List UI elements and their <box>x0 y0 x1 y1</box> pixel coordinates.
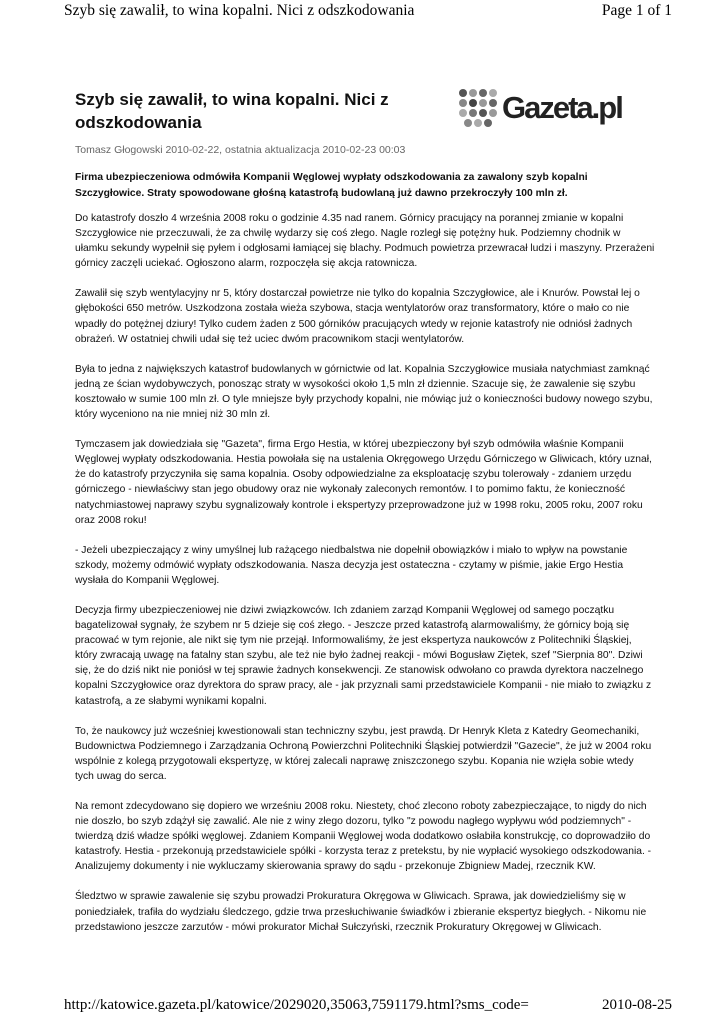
article-paragraph: Była to jedna z największych katastrof budowlanych w górnictwie od lat. Kopalnia Szczygłowice musiała natychmiast zamknąć jedną ze ścian wydobywczych, ponosząc straty w wysokości około 1,5 mln zł dziennie. Szacuje się, że zawalenie się szybu kosztowało w sumie 100 mln zł. O tyle mniejsze były przychody kopalni, nie mówiąc już o konieczności budowy nowego szybu, który wyceniono na nie mniej niż 30 mln zł. <box>75 363 653 421</box>
article-byline: Tomasz Głogowski 2010-02-22, ostatnia aktualizacja 2010-02-23 00:03 <box>75 144 406 156</box>
article-paragraph: - Jeżeli ubezpieczający z winy umyślnej lub rażącego niedbalstwa nie dopełnił obowiązków i miało to wpływ na powstanie szkody, możemy odmówić wypłaty odszkodowania. Nasza decyzja jest ostateczna - czytamy w piśmie, jakie Ergo Hestia wysłała do Kompanii Węglowej. <box>75 544 628 586</box>
article-headline: Szyb się zawalił, to wina kopalni. Nici z odszkodowania <box>75 90 389 132</box>
print-header-title: Szyb się zawalił, to wina kopalni. Nici z odszkodowania <box>64 2 415 19</box>
article-body <box>75 170 655 950</box>
logo-wordmark: Gazeta.pl <box>502 90 622 125</box>
article-paragraph: Tymczasem jak dowiedziała się "Gazeta", firma Ergo Hestia, w której ubezpieczony był szyb odmówiła właśnie Kompanii Węglowej wypłaty odszkodowania. Hestia powołała się na ustalenia Okręgowego Urzędu Górniczego w Gliwicach, który uznał, że do katastrofy przyczyniła się sama kopalnia. Osoby odpowiedzialne za eksploatację szybu tolerowały - zdaniem urzędu górniczego - niewłaściwy stan jego obudowy oraz nie wykonały zaleconych remontów. I to pomimo faktu, że konieczność natychmiastowej naprawy szybu sygnalizowały kontrole i ekspertyzy przeprowadzone już w 1998 roku, 2005 roku, 2007 roku oraz 2008 roku! <box>75 439 652 526</box>
article-paragraph: Śledztwo w sprawie zawalenie się szybu prowadzi Prokuratura Okręgowa w Gliwicach. Sprawa, jak dowiedzieliśmy się w poniedziałek, trafiła do wydziału śledczego, gdzie trwa przesłuchiwanie świadków i zbieranie ekspertyz biegłych. - Nikomu nie przedstawiono jeszcze zarzutów - mówi prokurator Michał Sułczyński, rzecznik Prokuratury Okręgowej w Gliwicach. <box>75 891 647 933</box>
article-paragraph: Decyzja firmy ubezpieczeniowej nie dziwi związkowców. Ich zdaniem zarząd Kompanii Węglowej od samego początku bagatelizował sygnały, że szybem nr 5 dzieje się coś złego. - Jeszcze przed katastrofą alarmowaliśmy, że górnicy boją się pracować w tym rejonie, ale nikt się tym nie przejął. Informowaliśmy, że jest ekspertyza naukowców z Politechniki Śląskiej, który zwracają uwagę na fatalny stan szybu, ale też nie było żadnej reakcji - mówi Bogusław Ziętek, szef "Sierpnia 80". Dziwi się, że do dziś nikt nie poniósł w tej sprawie żadnych konsekwencji. Ze stanowisk odwołano co prawda dyrektora naczelnego kopalni Szczygłowice oraz dyrektora do spraw pracy, ale - jak przyznali sami przedstawiciele Kompanii - nie miało to związku z katastrofą, a ze słabymi wynikami kopalni. <box>75 604 652 707</box>
gazeta-logo <box>459 88 655 128</box>
print-header-page-number: Page 1 of 1 <box>601 2 672 19</box>
article-paragraph: To, że naukowcy już wcześniej kwestionowali stan techniczny szybu, jest prawdą. Dr Henryk Kleta z Katedry Geomechaniki, Budownictwa Podziemnego i Zarządzania Ochroną Powierzchni Politechniki Śląskiej potwierdził "Gazecie", że już w 2004 roku wspólnie z kolegą przygotowali ekspertyzę, w której zalecali naprawę zniszczonego szybu. Kopania nie wzięła sobie wtedy tych uwag do serca. <box>75 725 652 782</box>
article-paragraph: Do katastrofy doszło 4 września 2008 roku o godzinie 4.35 nad ranem. Górnicy pracujący na porannej zmianie w kopalni Szczygłowice nie przeczuwali, że za chwilę wydarzy się coś złego. Nagle rozległ się potężny huk. Podziemny chodnik w ułamku sekundy wypełnił się pyłem i odgłosami łamiącej się blachy. Podmuch powietrza przewracał ludzi i maszyny. Przerażeni górnicy zaczęli uciekać. Ogłoszono alarm, rozpoczęła się akcja ratownicza. <box>75 213 655 270</box>
article-lead: Firma ubezpieczeniowa odmówiła Kompanii Węglowej wypłaty odszkodowania za zawalony szyb kopalni Szczygłowice. Straty spowodowane głośną katastrofą budowlaną już dawno przekroczyły 100 mln zł. <box>75 172 588 199</box>
print-footer-url: http://katowice.gazeta.pl/katowice/2029020,35063,7591179.html?sms_code= <box>64 997 529 1013</box>
article-paragraph: Na remont zdecydowano się dopiero we wrześniu 2008 roku. Niestety, choć zlecono roboty zabezpieczające, to nigdy do nich nie doszło, bo szyb zdążył się zawalić. Ale nie z winy złego dozoru, tylko "z powodu nagłego wypływu wód podziemnych" - twierdzą dziś władze spółki węglowej. Zdaniem Kompanii Węglowej woda dodatkowo osłabiła konstrukcję, co doprowadziło do katastrofy. Hestia - przekonują przedstawiciele spółki - korzysta teraz z pretekstu, by nie wypłacić wysokiego odszkodowania. - Analizujemy dokumenty i nie wykluczamy skierowania sprawy do sądu - przekonuje Zbigniew Madej, rzecznik KW. <box>75 801 652 873</box>
logo-dots-icon <box>459 89 499 127</box>
print-footer <box>0 995 724 1021</box>
print-header <box>0 0 724 26</box>
print-footer-date: 2010-08-25 <box>602 997 672 1013</box>
article-paragraph: Zawalił się szyb wentylacyjny nr 5, który dostarczał powietrze nie tylko do kopalnia Szczygłowice, ale i Knurów. Powstał lej o głębokości 650 metrów. Uszkodzona została wieża szybowa, stacja wentylatorów oraz transformatory, które o mało co nie wpadły do potężnej dziury! Tylko cudem żaden z 500 górników pracujących wtedy w rejonie katastrofy nie odniósł żadnych obrażeń. W ostatniej chwili udał się też uciec dwóm pracownikom stacji wentylatorów. <box>75 288 640 345</box>
